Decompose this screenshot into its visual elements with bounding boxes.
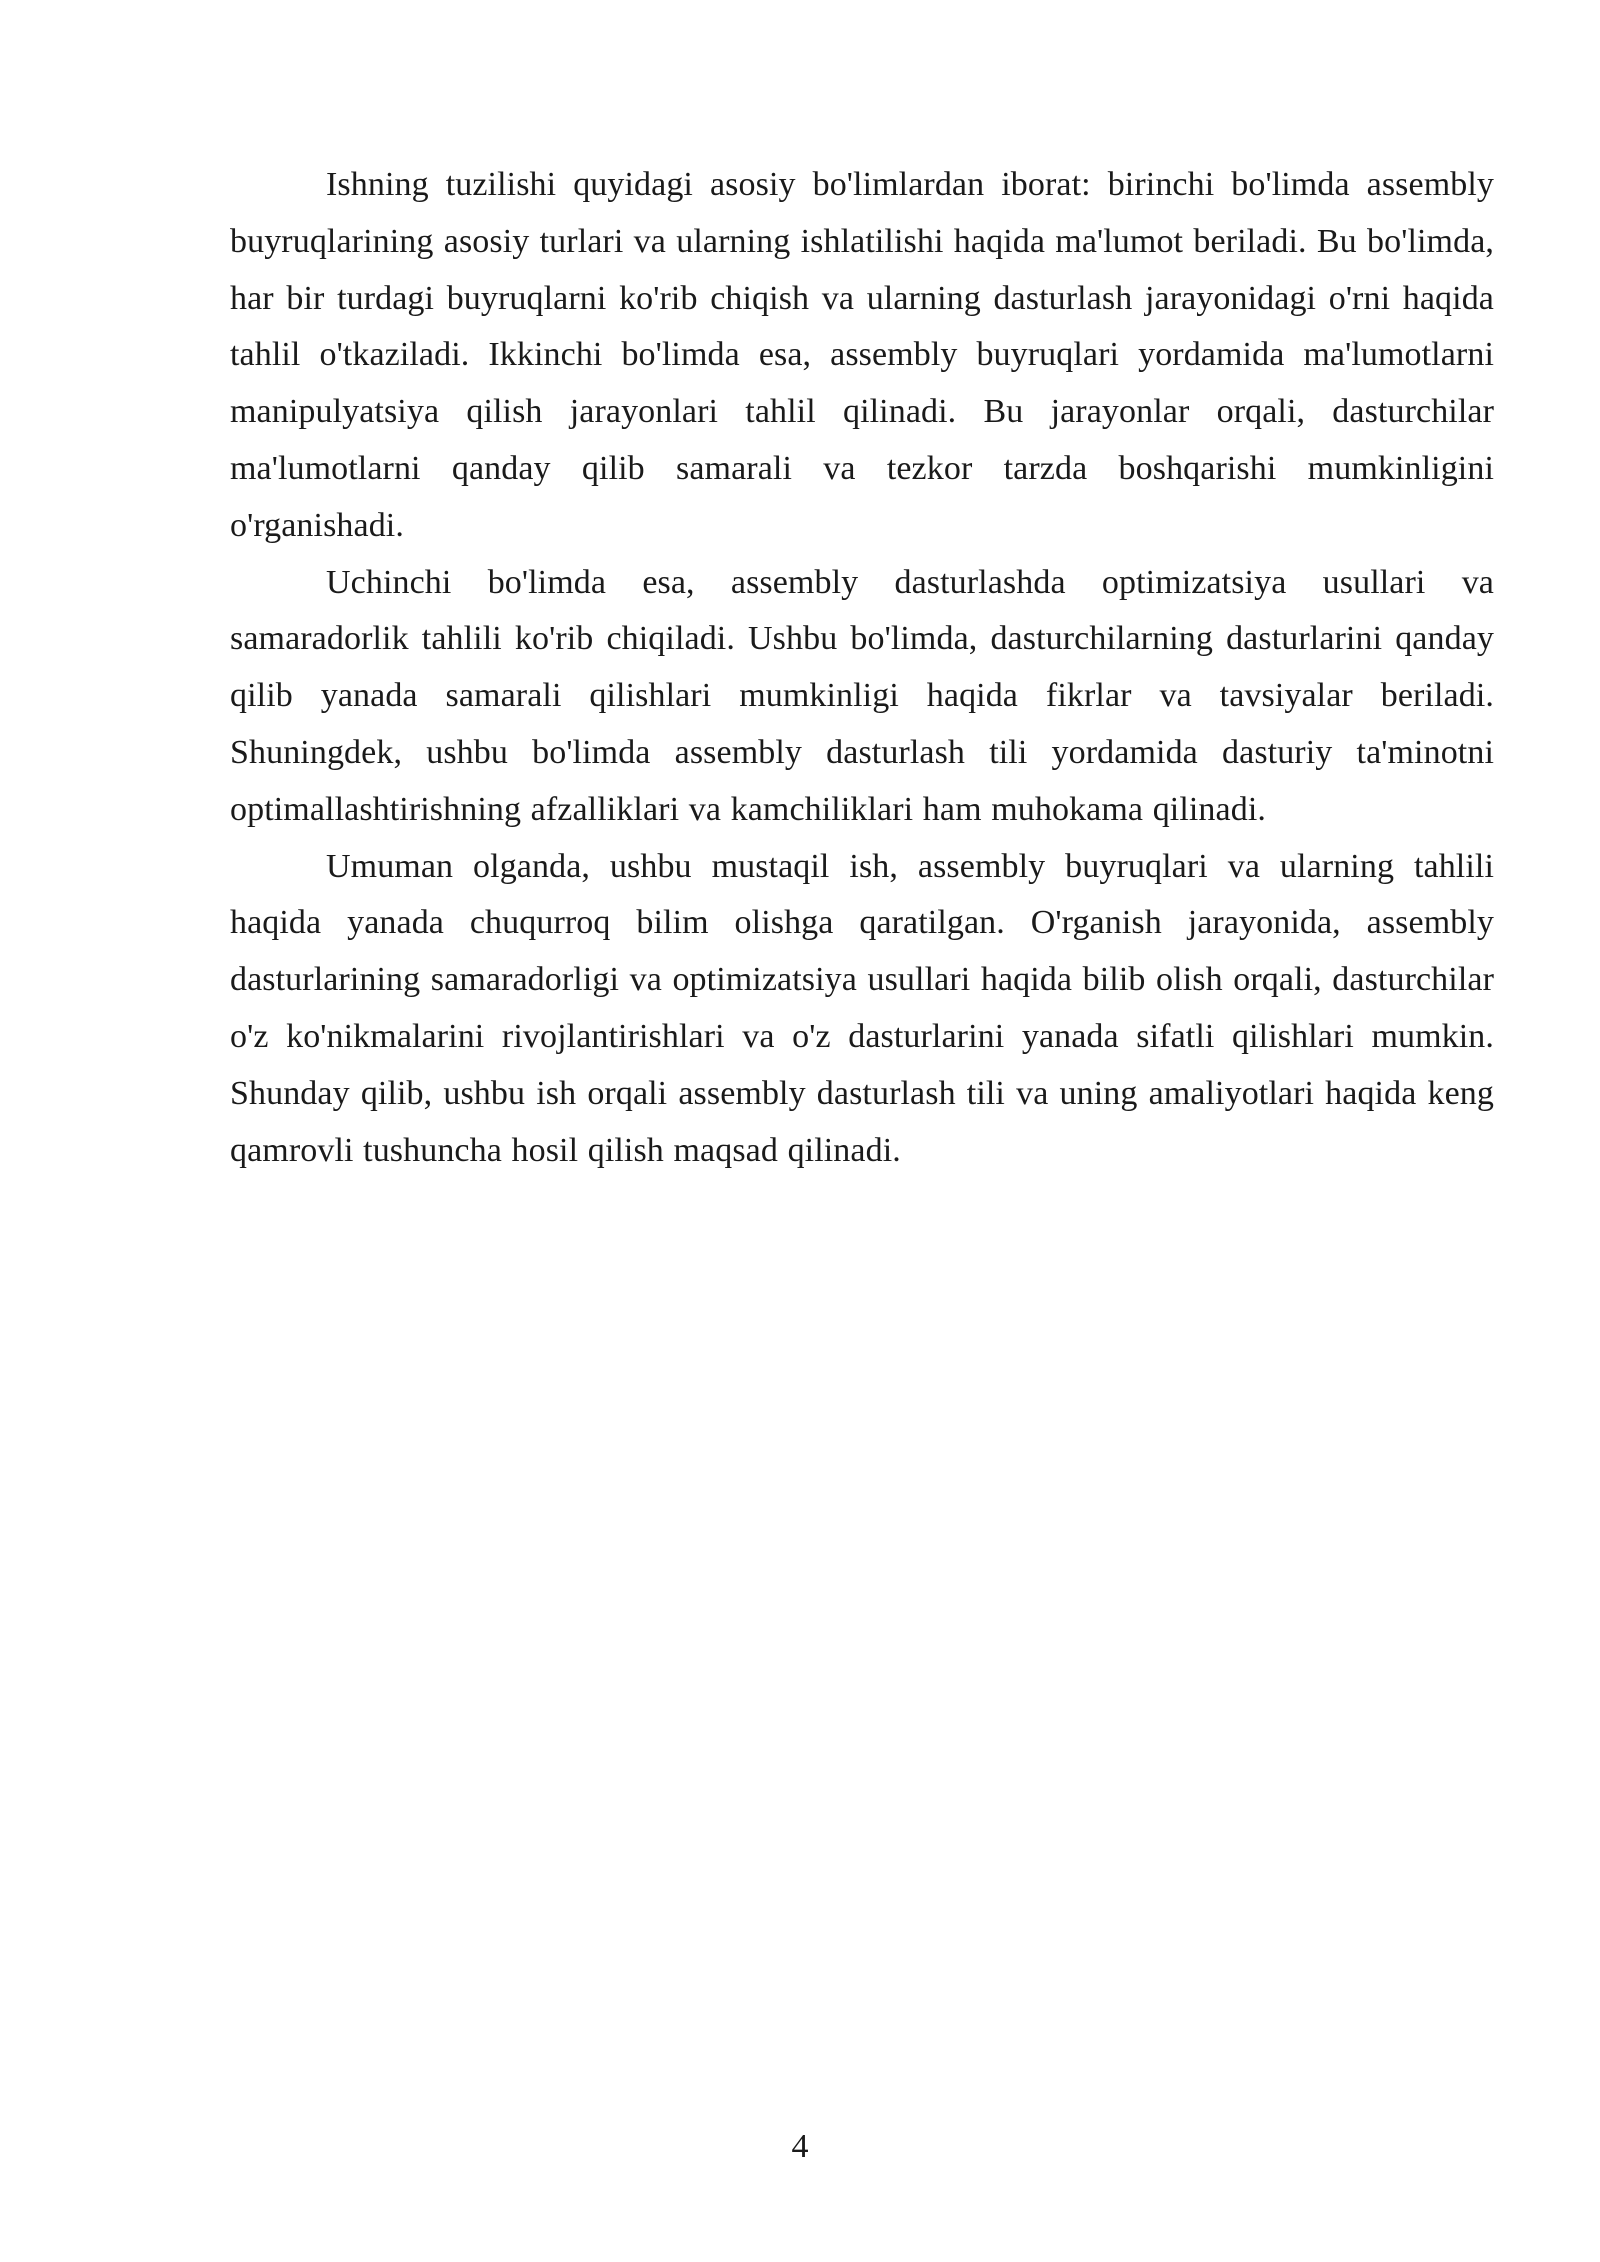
paragraph-optimization: Uchinchi bo'limda esa, assembly dasturlashda optimizatsiya usullari va samaradorlik tahlili ko'rib chiqiladi. Ushbu bo'limda, dasturchilarning dasturlarini qanday qilib yanada samarali qilishlari mumkinligi haqida fikrlar va tavsiyalar beriladi. Shuningdek, ushbu bo'limda assembly dasturlash tili yordamida dasturiy ta'minotni optimallashtirishning afzalliklari va kamchiliklari ham muhokama qilinadi. [230, 563, 1494, 828]
paragraph-structure: Ishning tuzilishi quyidagi asosiy bo'limlardan iborat: birinchi bo'limda assembly buyruqlarining asosiy turlari va ularning ishlatilishi haqida ma'lumot beriladi. Bu bo'limda, har bir turdagi buyruqlarni ko'rib chiqish va ularning dasturlash jarayonidagi o'rni haqida tahlil o'tkaziladi. Ikkinchi bo'limda esa, assembly buyruqlari yordamida ma'lumotlarni manipulyatsiya qilish jarayonlari tahlil qilinadi. Bu jarayonlar orqali, dasturchilar ma'lumotlarni qanday qilib samarali va tezkor tarzda boshqarishi mumkinligini o'rganishadi. [230, 166, 1494, 544]
page-number: 4 [791, 2128, 809, 2165]
paragraph-conclusion: Umuman olganda, ushbu mustaqil ish, assembly buyruqlari va ularning tahlili haqida yanada chuqurroq bilim olishga qaratilgan. O'rganish jarayonida, assembly dasturlarining samaradorligi va optimizatsiya usullari haqida bilib olish orqali, dasturchilar o'z ko'nikmalarini rivojlantirishlari va o'z dasturlarini yanada sifatli qilishlari mumkin. Shunday qilib, ushbu ish orqali assembly dasturlash tili va uning amaliyotlari haqida keng qamrovli tushuncha hosil qilish maqsad qilinadi. [230, 847, 1494, 1169]
body-text [230, 157, 1494, 1179]
